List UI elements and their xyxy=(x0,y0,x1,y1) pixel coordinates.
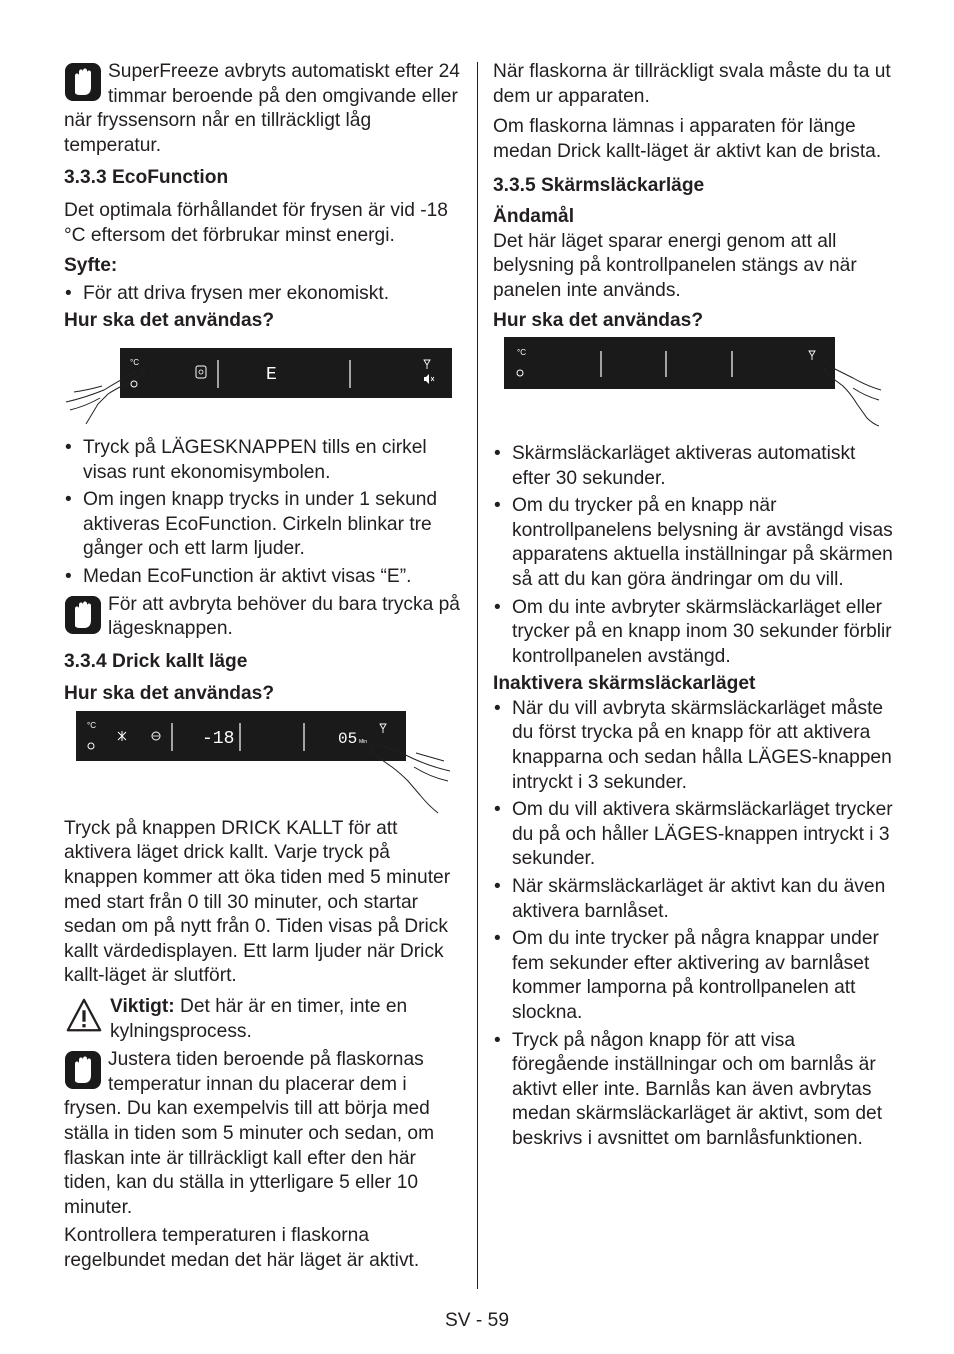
list-item: • När skärmsläckarläget är aktivt kan du även aktivera barnlåset. xyxy=(493,875,893,924)
column-divider xyxy=(477,62,478,1289)
note-cancel-eco xyxy=(64,593,464,642)
section-title-ecofunction: 3.3.3 EcoFunction xyxy=(64,167,229,189)
purpose-label: Ändamål xyxy=(493,205,575,227)
eco-symbol-icon xyxy=(196,366,206,378)
bottles-paragraph-2: Om flaskorna lämnas i apparaten för länge medan Drick kallt-läget är aktivt kan de brista. xyxy=(493,116,882,162)
temperature-display: -18 xyxy=(202,728,235,749)
timer-unit: Min xyxy=(359,738,368,745)
note-superfreeze xyxy=(64,60,464,158)
drink-cold-icon xyxy=(424,360,430,369)
temp-unit-label: °C xyxy=(517,347,526,357)
eco-steps-list xyxy=(64,436,464,590)
control-panel xyxy=(76,711,406,761)
mode-button-icon xyxy=(88,743,94,749)
drink-cold-icon xyxy=(809,351,815,360)
hand-stop-icon xyxy=(64,62,102,102)
list-item: • Om du vill aktivera skärmsläckarläget trycker du på och håller LÄGES-knappen intryckt i 3 sekunder. xyxy=(493,798,893,872)
temp-unit-label: °C xyxy=(130,357,139,367)
pointing-hand-icon xyxy=(823,364,883,428)
pointing-hand-icon xyxy=(64,364,154,430)
section-title-screensaver: 3.3.5 Skärmsläckarläge xyxy=(493,175,705,197)
list-item: • När du vill avbryta skärmsläckarläget måste du först trycka på en knapp för att aktivera knapparna och sedan hålla LÄGES-knappen intryckt i 3 sekunder. xyxy=(493,697,893,795)
drink-panel-illustration xyxy=(64,707,464,817)
eco-how-label: Hur ska det användas? xyxy=(64,310,275,332)
list-item: • Tryck på någon knapp för att visa föregående inställningar och om barnlås är aktivt eller inte. Barnlås kan även avbrytas medan skärmsläckarläget är aktivt, som det beskrivs i avsnittet om barnlåsfunktionen. xyxy=(493,1029,893,1152)
list-item: • Medan EcoFunction är aktivt visas “E”. xyxy=(64,565,464,590)
note-text: För att avbryta behöver du bara trycka på lägesknappen. xyxy=(108,593,460,640)
temp-unit-label: °C xyxy=(87,720,96,730)
how-label: Hur ska det användas? xyxy=(493,310,704,332)
screensaver-panel-illustration xyxy=(493,334,893,436)
eco-display-value: E xyxy=(266,364,277,385)
section-title-drink-cold: 3.3.4 Drick kallt läge xyxy=(64,650,248,672)
list-item: • Skärmsläckarläget aktiveras automatiskt efter 30 sekunder. xyxy=(493,442,893,491)
control-panel xyxy=(120,348,452,398)
note-text: SuperFreeze avbryts automatiskt efter 24 timmar beroende på den omgivande eller när fryssensorn når en tillräckligt låg temperatur. xyxy=(64,61,460,156)
drink-text: Tryck på knappen DRICK KALLT för att aktivera läget drick kallt. Varje tryck på knappen kommer att öka tiden med 5 minuter med start från 0 till 30 minuter, och startar sedan om på nytt från 0. Tiden visas på Drick kallt värdedisplayen. Ett larm ljuder när Drick kallt-läget är slutfört. xyxy=(64,817,451,987)
drink-how-label: Hur ska det användas? xyxy=(64,683,275,705)
list-item: • Om du trycker på en knapp när kontrollpanelens belysning är avstängd visas apparatens aktuella inställningar på skärmen så att du kan göra ändringar om du vill. xyxy=(493,494,893,592)
drink-cold-icon xyxy=(380,724,386,733)
note-text: Justera tiden beroende på flaskornas temperatur innan du placerar dem i frysen. Du kan exempelvis till att börja med ställa in tiden som 5 minuter och sedan, om flaskan inte är tillräckligt kall efter den här tiden, kan du ställa in ytterligare 5 eller 10 minuter. xyxy=(64,1049,435,1218)
superfreeze-icon xyxy=(118,731,126,741)
list-item: • Om du inte trycker på några knappar under fem sekunder efter aktivering av barnlåset kommer lamporna på kontrollpanelen att slockna. xyxy=(493,927,893,1025)
right-column xyxy=(493,60,893,1155)
note-adjust-time xyxy=(64,1048,464,1220)
page-number: SV - 59 xyxy=(445,1310,509,1331)
list-item: • För att driva frysen mer ekonomiskt. xyxy=(64,282,464,307)
list-item: • Om ingen knapp trycks in under 1 sekund aktiveras EcoFunction. Cirkeln blinkar tre gånger och ett larm ljuder. xyxy=(64,488,464,562)
purpose-text: Det här läget sparar energi genom att all belysning på kontrollpanelen stängs av när panelen inte används. xyxy=(493,230,857,301)
eco-purpose-label: Syfte: xyxy=(64,255,118,277)
screensaver-steps-list xyxy=(493,442,893,669)
deactivate-steps-list xyxy=(493,697,893,1152)
warning-text: Det här är en timer, inte en kylningsprocess. xyxy=(110,996,408,1042)
pointing-hand-icon xyxy=(364,741,454,817)
list-item: • Tryck på LÄGESKNAPPEN tills en cirkel visas runt ekonomisymbolen. xyxy=(64,436,464,485)
warning-bold-label: Viktigt: xyxy=(110,996,175,1018)
deactivate-label: Inaktivera skärmsläckarläget xyxy=(493,673,756,695)
left-column xyxy=(64,60,464,1280)
control-panel xyxy=(504,337,835,389)
warning-note xyxy=(64,995,464,1044)
timer-display: 05 xyxy=(338,729,358,748)
eco-panel-illustration xyxy=(64,334,464,430)
bottles-paragraph-1: När flaskorna är tillräckligt svala måste du ta ut dem ur apparaten. xyxy=(493,61,891,107)
hand-stop-icon xyxy=(64,1050,102,1090)
warning-triangle-icon xyxy=(64,997,104,1035)
eco-intro: Det optimala förhållandet för frysen är vid -18 °C eftersom det förbrukar minst energi. xyxy=(64,199,448,246)
speaker-mute-icon xyxy=(424,374,429,384)
eco-purpose-list xyxy=(64,282,464,307)
list-item: • Om du inte avbryter skärmsläckarläget eller trycker på en knapp inom 30 sekunder förblir kontrollpanelen avstängd. xyxy=(493,596,893,670)
mode-button-icon xyxy=(517,370,523,376)
drink-final: Kontrollera temperaturen i flaskorna regelbundet medan det här läget är aktivt. xyxy=(64,1225,420,1271)
hand-stop-icon xyxy=(64,595,102,635)
